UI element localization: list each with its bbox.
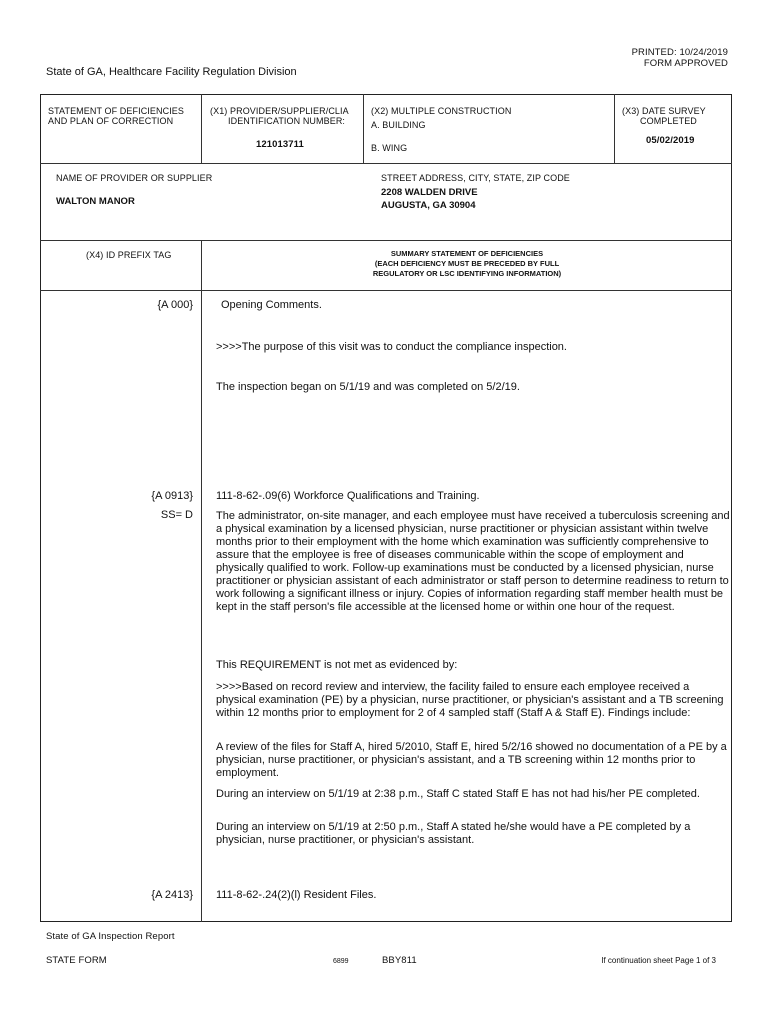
divider xyxy=(40,240,732,241)
a0913-rule-text: The administrator, on-site manager, and each employee must have received a tuberculosis screening and a physical examination by a licensed physician, nurse practitioner or physician assistant within twelve months prior to their employment with the home which examination was sufficiently comprehensive to assure that the employee is free of diseases communicable within the scope of employment and physically qualified to work. Follow-up examinations must be conducted by a licensed physician, nurse practitioner or physician assistant of each administrator or staff person to determine readiness to return to work following a significant illness or injury. Copies of information regarding staff member health must be kept in the staff person's file accessible at the licensed home or within one hour of the request. xyxy=(216,510,730,613)
form-name: STATE FORM xyxy=(46,955,107,966)
divider xyxy=(40,163,732,164)
x1-label: (X1) PROVIDER/SUPPLIER/CLIA xyxy=(210,106,349,116)
x2-label: (X2) MULTIPLE CONSTRUCTION xyxy=(371,106,512,116)
x3-date-completed: 05/02/2019 xyxy=(646,135,695,146)
tag-a000: {A 000} xyxy=(157,299,193,311)
x3-label: COMPLETED xyxy=(640,116,697,126)
a0913-interview: During an interview on 5/1/19 at 2:50 p.m., Staff A stated he/she would have a PE completed by a physician, nurse practitioner, or physician's assistant. xyxy=(216,821,691,846)
report-name: State of GA Inspection Report xyxy=(46,931,175,942)
a0913-finding: >>>>Based on record review and interview, the facility failed to ensure each employee received a physical examination (PE) by a physician, nurse practitioner, or physician's assistant and a TB screening within 12 months prior to employment for 2 of 4 sampled staff (Staff A & Staff E). Findings include: xyxy=(216,681,724,719)
x3-label: (X3) DATE SURVEY xyxy=(622,106,706,116)
statement-label: STATEMENT OF DEFICIENCIES xyxy=(48,106,185,116)
form-number: 6899 xyxy=(333,958,349,965)
continuation-note: If continuation sheet Page 1 of 3 xyxy=(601,956,716,965)
a2413-title: 111-8-62-.24(2)(l) Resident Files. xyxy=(216,889,377,901)
x1-label: IDENTIFICATION NUMBER: xyxy=(228,116,346,126)
divider xyxy=(614,94,615,163)
form-status: FORM APPROVED xyxy=(643,58,728,69)
printed-date: PRINTED: 10/24/2019 xyxy=(631,47,728,58)
event-id: BBY811 xyxy=(382,955,417,966)
tag-a2413: {A 2413} xyxy=(151,889,193,901)
a000-title: Opening Comments. xyxy=(221,299,322,311)
divider xyxy=(201,94,202,163)
provider-name: WALTON MANOR xyxy=(56,196,135,207)
divider xyxy=(363,94,364,163)
address-label: STREET ADDRESS, CITY, STATE, ZIP CODE xyxy=(381,173,570,183)
a0913-review: A review of the files for Staff A, hired 5/2010, Staff E, hired 5/2/16 showed no documentation of a PE by a physician, nurse practitioner, or physician's assistant, and a TB screening within 12 months prior to employment. xyxy=(216,741,727,779)
a0913-not-met: This REQUIREMENT is not met as evidenced by: xyxy=(216,659,458,671)
summary-header: SUMMARY STATEMENT OF DEFICIENCIES xyxy=(390,249,544,258)
x2-wing: B. WING xyxy=(371,143,408,153)
address-line-1: 2208 WALDEN DRIVE xyxy=(381,187,478,198)
a000-dates: The inspection began on 5/1/19 and was completed on 5/2/19. xyxy=(216,381,520,393)
a0913-title: 111-8-62-.09(6) Workforce Qualifications and Training. xyxy=(216,490,480,502)
a000-purpose: >>>>The purpose of this visit was to conduct the compliance inspection. xyxy=(216,341,567,353)
summary-header: REGULATORY OR LSC IDENTIFYING INFORMATION) xyxy=(372,269,562,278)
x1-identification-number: 121013711 xyxy=(256,139,304,150)
address-line-2: AUGUSTA, GA 30904 xyxy=(381,200,476,211)
a0913-interview: During an interview on 5/1/19 at 2:38 p.m., Staff C stated Staff E has not had his/her PE completed. xyxy=(216,788,700,800)
statement-label: AND PLAN OF CORRECTION xyxy=(48,116,174,126)
divider xyxy=(40,290,732,291)
summary-header: (EACH DEFICIENCY MUST BE PRECEDED BY FULL xyxy=(374,259,560,268)
divider xyxy=(201,240,202,922)
x2-building: A. BUILDING xyxy=(371,120,426,130)
tag-a0913: {A 0913} xyxy=(151,490,193,502)
agency-title: State of GA, Healthcare Facility Regulation Division xyxy=(46,66,297,78)
provider-name-label: NAME OF PROVIDER OR SUPPLIER xyxy=(56,173,213,183)
prefix-tag-label: (X4) ID PREFIX TAG xyxy=(86,250,172,260)
ss-code: SS= D xyxy=(160,509,193,521)
